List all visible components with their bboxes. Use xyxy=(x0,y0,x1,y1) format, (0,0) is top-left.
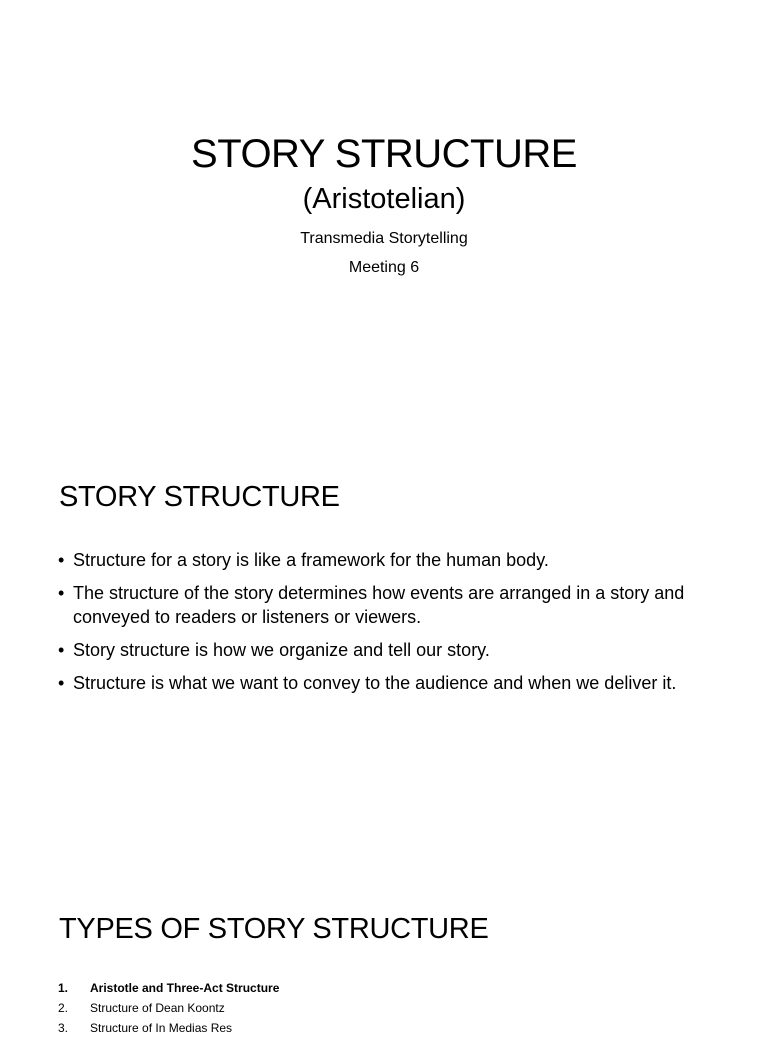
bullet-item xyxy=(58,548,718,572)
slide2-heading: STORY STRUCTURE xyxy=(59,481,340,513)
bullet-icon: • xyxy=(58,640,65,660)
list-item-number: 3. xyxy=(58,1021,69,1035)
list-item-number: 2. xyxy=(58,1001,69,1015)
list-item xyxy=(58,998,279,1018)
bullet-icon: • xyxy=(58,550,65,570)
list-item-number: 1. xyxy=(58,981,69,995)
title-slide-subtitle: (Aristotelian) xyxy=(302,183,466,215)
bullet-text: Structure for a story is like a framework for the human body. xyxy=(73,550,549,570)
list-item xyxy=(58,978,279,998)
slide3-heading: TYPES OF STORY STRUCTURE xyxy=(59,913,489,945)
bullet-item xyxy=(58,581,718,629)
list-item-text: Aristotle and Three-Act Structure xyxy=(90,981,280,995)
list-item-text: Structure of In Medias Res xyxy=(90,1021,233,1035)
bullet-icon: • xyxy=(58,583,65,603)
bullet-item xyxy=(58,671,718,695)
list-item xyxy=(58,1018,279,1038)
story-structure-types-list xyxy=(58,978,279,1038)
bullet-item xyxy=(58,638,718,662)
bullet-text: Structure is what we want to convey to the audience and when we deliver it. xyxy=(73,673,677,693)
title-slide-course: Transmedia Storytelling xyxy=(300,230,468,247)
slide2-bullet-list xyxy=(58,548,718,704)
title-slide-meeting: Meeting 6 xyxy=(348,259,420,276)
bullet-text: Story structure is how we organize and tell our story. xyxy=(73,640,490,660)
list-item-text: Structure of Dean Koontz xyxy=(90,1001,225,1015)
title-slide-title: STORY STRUCTURE xyxy=(191,132,577,176)
bullet-text: The structure of the story determines how events are arranged in a story and conveyed to readers or listeners or viewers. xyxy=(73,583,685,627)
bullet-icon: • xyxy=(58,673,65,693)
